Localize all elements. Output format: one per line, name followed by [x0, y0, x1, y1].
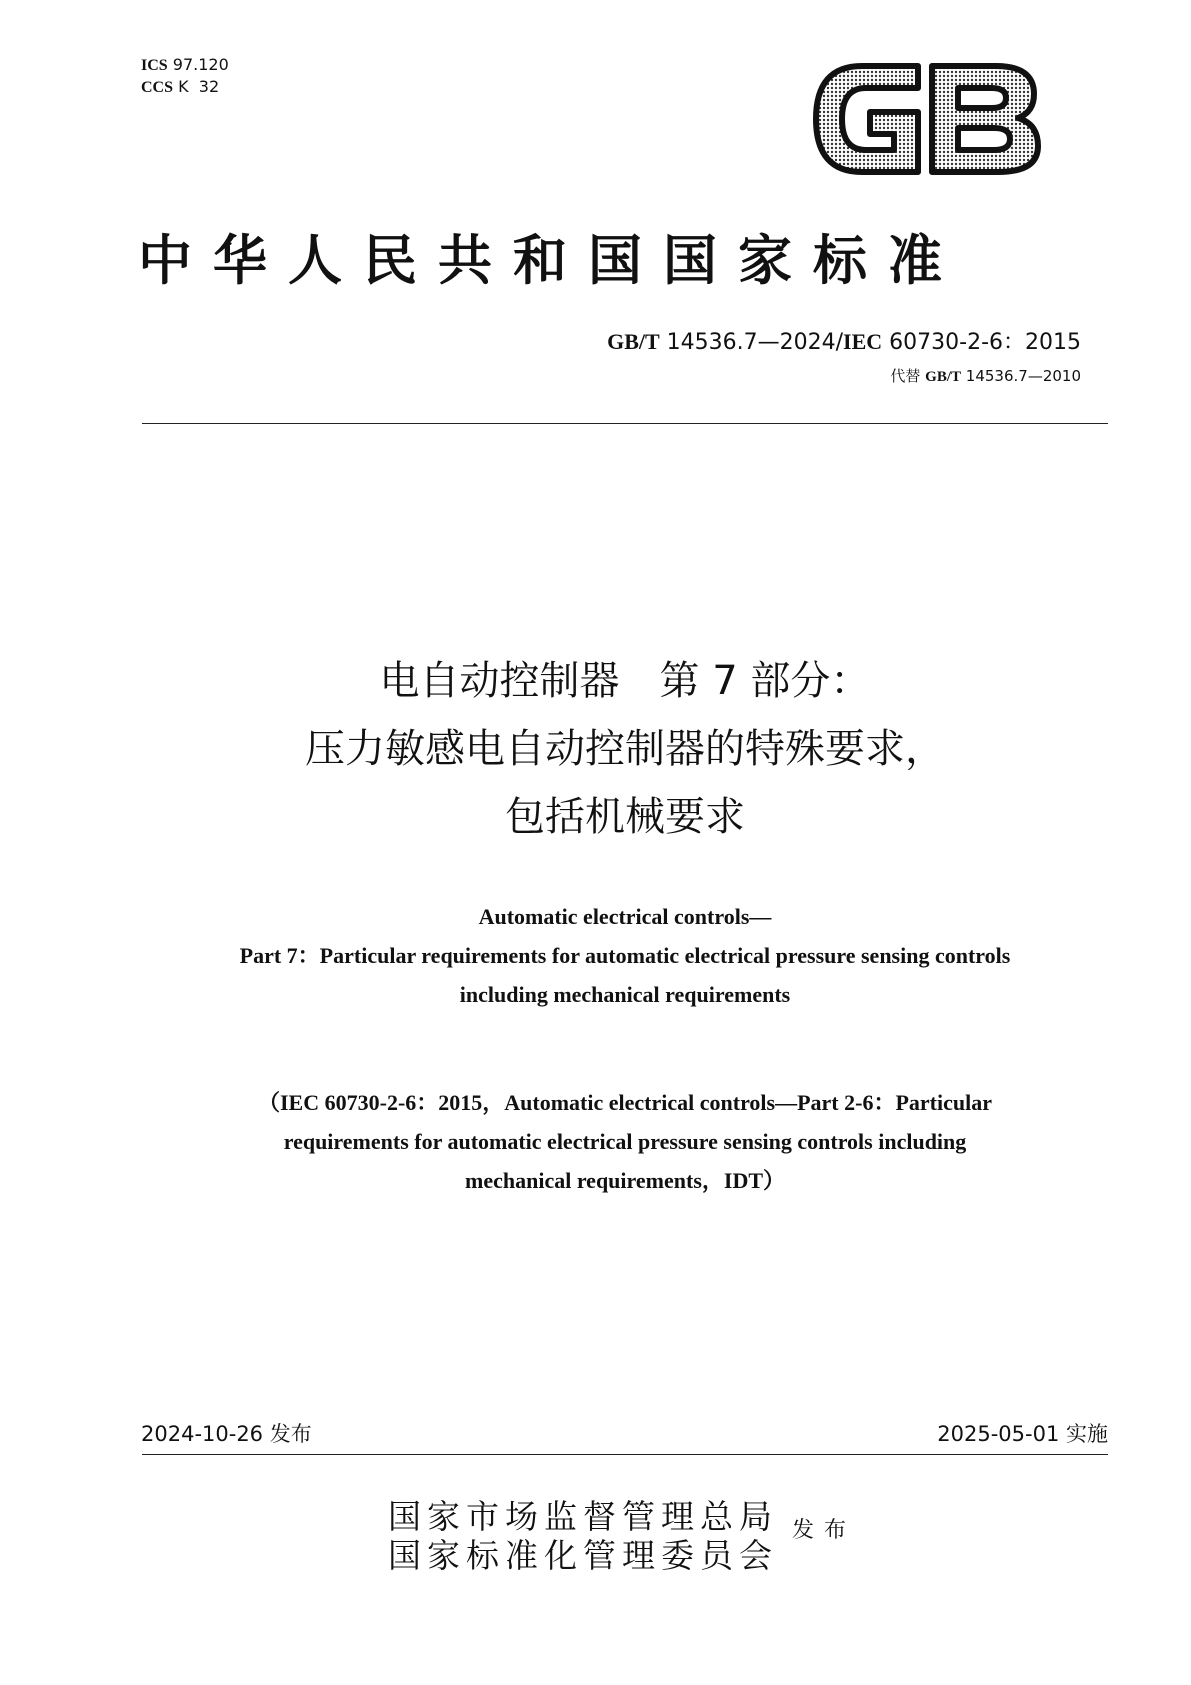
bottom-divider [142, 1454, 1108, 1455]
iec-reference [142, 1083, 1108, 1200]
implementation-date [937, 1420, 1108, 1448]
english-title [142, 897, 1108, 1014]
publish-label: 发布 [792, 1518, 857, 1543]
issue-date-label: 发布 [263, 1422, 312, 1446]
replaces-suffix: 14536.7—2010 [961, 367, 1081, 385]
iec-reference-line-2: requirements for automatic electrical pressure sensing controls including [283, 1129, 967, 1154]
english-title-line-3: including mechanical requirements [459, 982, 791, 1007]
publisher-sac: 国家标准化管理委员会 [388, 1536, 778, 1575]
issue-date-value: 2024-10-26 [141, 1422, 264, 1446]
replaces-code: GB/T [925, 369, 962, 385]
iec-reference-line-1: （IEC 60730-2-6：2015，Automatic electrical controls—Part 2-6：Particular [258, 1090, 992, 1115]
std-number-mid: 14536.7—2024/ [659, 330, 844, 355]
replaces-prefix: 代替 [890, 367, 926, 385]
ccs-code [141, 77, 219, 98]
iec-reference-line-3: mechanical requirements，IDT） [465, 1168, 785, 1193]
national-standard-title: 中华人民共和国国家标准 [138, 228, 963, 292]
chinese-title-line-1: 电自动控制器 第 7 部分： [379, 658, 871, 704]
publishers [388, 1497, 778, 1575]
standard-number [607, 328, 1081, 357]
replaces-standard [890, 366, 1081, 387]
gb-logo-icon [810, 58, 1045, 180]
implementation-date-value: 2025-05-01 [937, 1422, 1060, 1446]
std-number-suffix: 60730-2-6：2015 [882, 330, 1081, 355]
top-divider [142, 423, 1108, 424]
ics-code [141, 55, 229, 76]
ics-label: ICS [141, 57, 168, 74]
issue-date [141, 1420, 312, 1448]
std-number-iec: IEC [843, 329, 883, 354]
ics-value: 97.120 [172, 55, 229, 74]
publisher-samr: 国家市场监督管理总局 [388, 1497, 778, 1536]
english-title-line-2: Part 7：Particular requirements for automatic electrical pressure sensing controls [239, 943, 1011, 968]
ccs-label: CCS [141, 79, 174, 96]
ccs-value: K 32 [178, 77, 220, 96]
chinese-title-line-3: 包括机械要求 [505, 794, 745, 840]
std-number-prefix: GB/T [607, 329, 660, 354]
implementation-date-label: 实施 [1059, 1422, 1108, 1446]
chinese-title-line-2: 压力敏感电自动控制器的特殊要求， [305, 726, 945, 772]
english-title-line-1: Automatic electrical controls— [478, 904, 772, 929]
chinese-title [142, 647, 1108, 851]
